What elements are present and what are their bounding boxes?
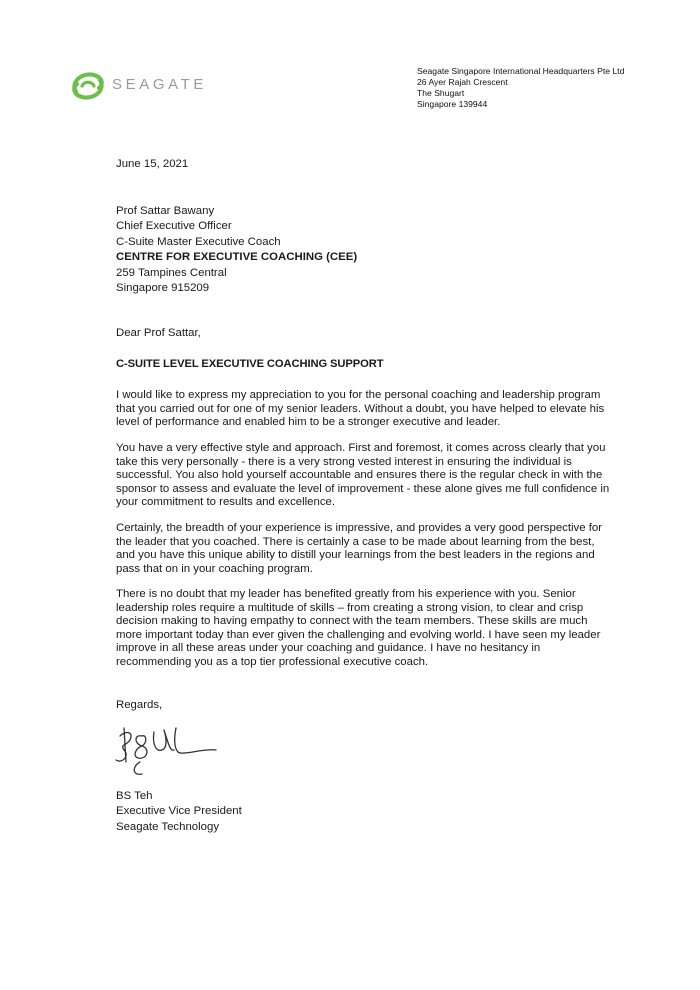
address-line: Seagate Singapore International Headquarters Pte Ltd bbox=[417, 66, 625, 76]
subject-line: C-SUITE LEVEL EXECUTIVE COACHING SUPPORT bbox=[116, 358, 384, 370]
greeting: Dear Prof Sattar, bbox=[116, 327, 201, 339]
logo-wordmark: SEAGATE bbox=[112, 76, 207, 93]
recipient-address: 259 Tampines Central bbox=[116, 266, 227, 279]
closing: Regards, bbox=[116, 699, 163, 711]
recipient-organization: CENTRE FOR EXECUTIVE COACHING (CEE) bbox=[116, 251, 358, 264]
letter-date: June 15, 2021 bbox=[116, 158, 189, 170]
recipient-block bbox=[116, 204, 616, 296]
signer-block bbox=[116, 789, 616, 835]
paragraph: There is no doubt that my leader has benefited greatly from his experience with you. Senior leadership roles require a multitude of skills – from creating a strong vision, to clear and crisp decision making to having empathy to connect with the team members. These skills are much more important today than ever given the challenging and evolving world. I have seen my leader improve in all these areas under your coaching and guidance. I have no hesitancy in recommending you as a top tier professional executive coach. bbox=[116, 588, 601, 668]
signer-company: Seagate Technology bbox=[116, 820, 220, 833]
handwritten-signature bbox=[112, 722, 222, 782]
address-line: Singapore 139944 bbox=[417, 99, 488, 109]
seagate-logo bbox=[68, 66, 228, 106]
headquarters-address bbox=[417, 66, 624, 110]
recipient-title: Chief Executive Officer bbox=[116, 220, 232, 233]
address-line: The Shugart bbox=[417, 88, 465, 98]
recipient-address: Singapore 915209 bbox=[116, 282, 210, 295]
recipient-title: C-Suite Master Executive Coach bbox=[116, 235, 281, 248]
address-line: 26 Ayer Rajah Crescent bbox=[417, 77, 508, 87]
seagate-swirl-icon bbox=[68, 66, 108, 106]
signer-name: BS Teh bbox=[116, 790, 153, 802]
signer-title: Executive Vice President bbox=[116, 805, 242, 818]
paragraph: Certainly, the breadth of your experience is impressive, and provides a very good perspective for the leader that you coached. There is certainly a case to be made about learning from the best, and you have this unique ability to distill your learnings from the best leaders in the regions and pass that on in your coaching program. bbox=[116, 522, 603, 575]
recipient-name: Prof Sattar Bawany bbox=[116, 205, 215, 217]
paragraph: I would like to express my appreciation to you for the personal coaching and leadership program that you carried out for one of my senior leaders. Without a doubt, you have helped to elevate his level of performance and enabled him to be a stronger executive and leader. bbox=[116, 389, 605, 429]
paragraph: You have a very effective style and approach. First and foremost, it comes across clearly that you take this very personally - there is a very strong vested interest in ensuring the individual is successful. You also hold yourself accountable and ensures there is the regular check in with the sponsor to assess and evaluate the level of improvement - these alone gives me full confidence in your commitment to results and excellence. bbox=[116, 442, 610, 509]
